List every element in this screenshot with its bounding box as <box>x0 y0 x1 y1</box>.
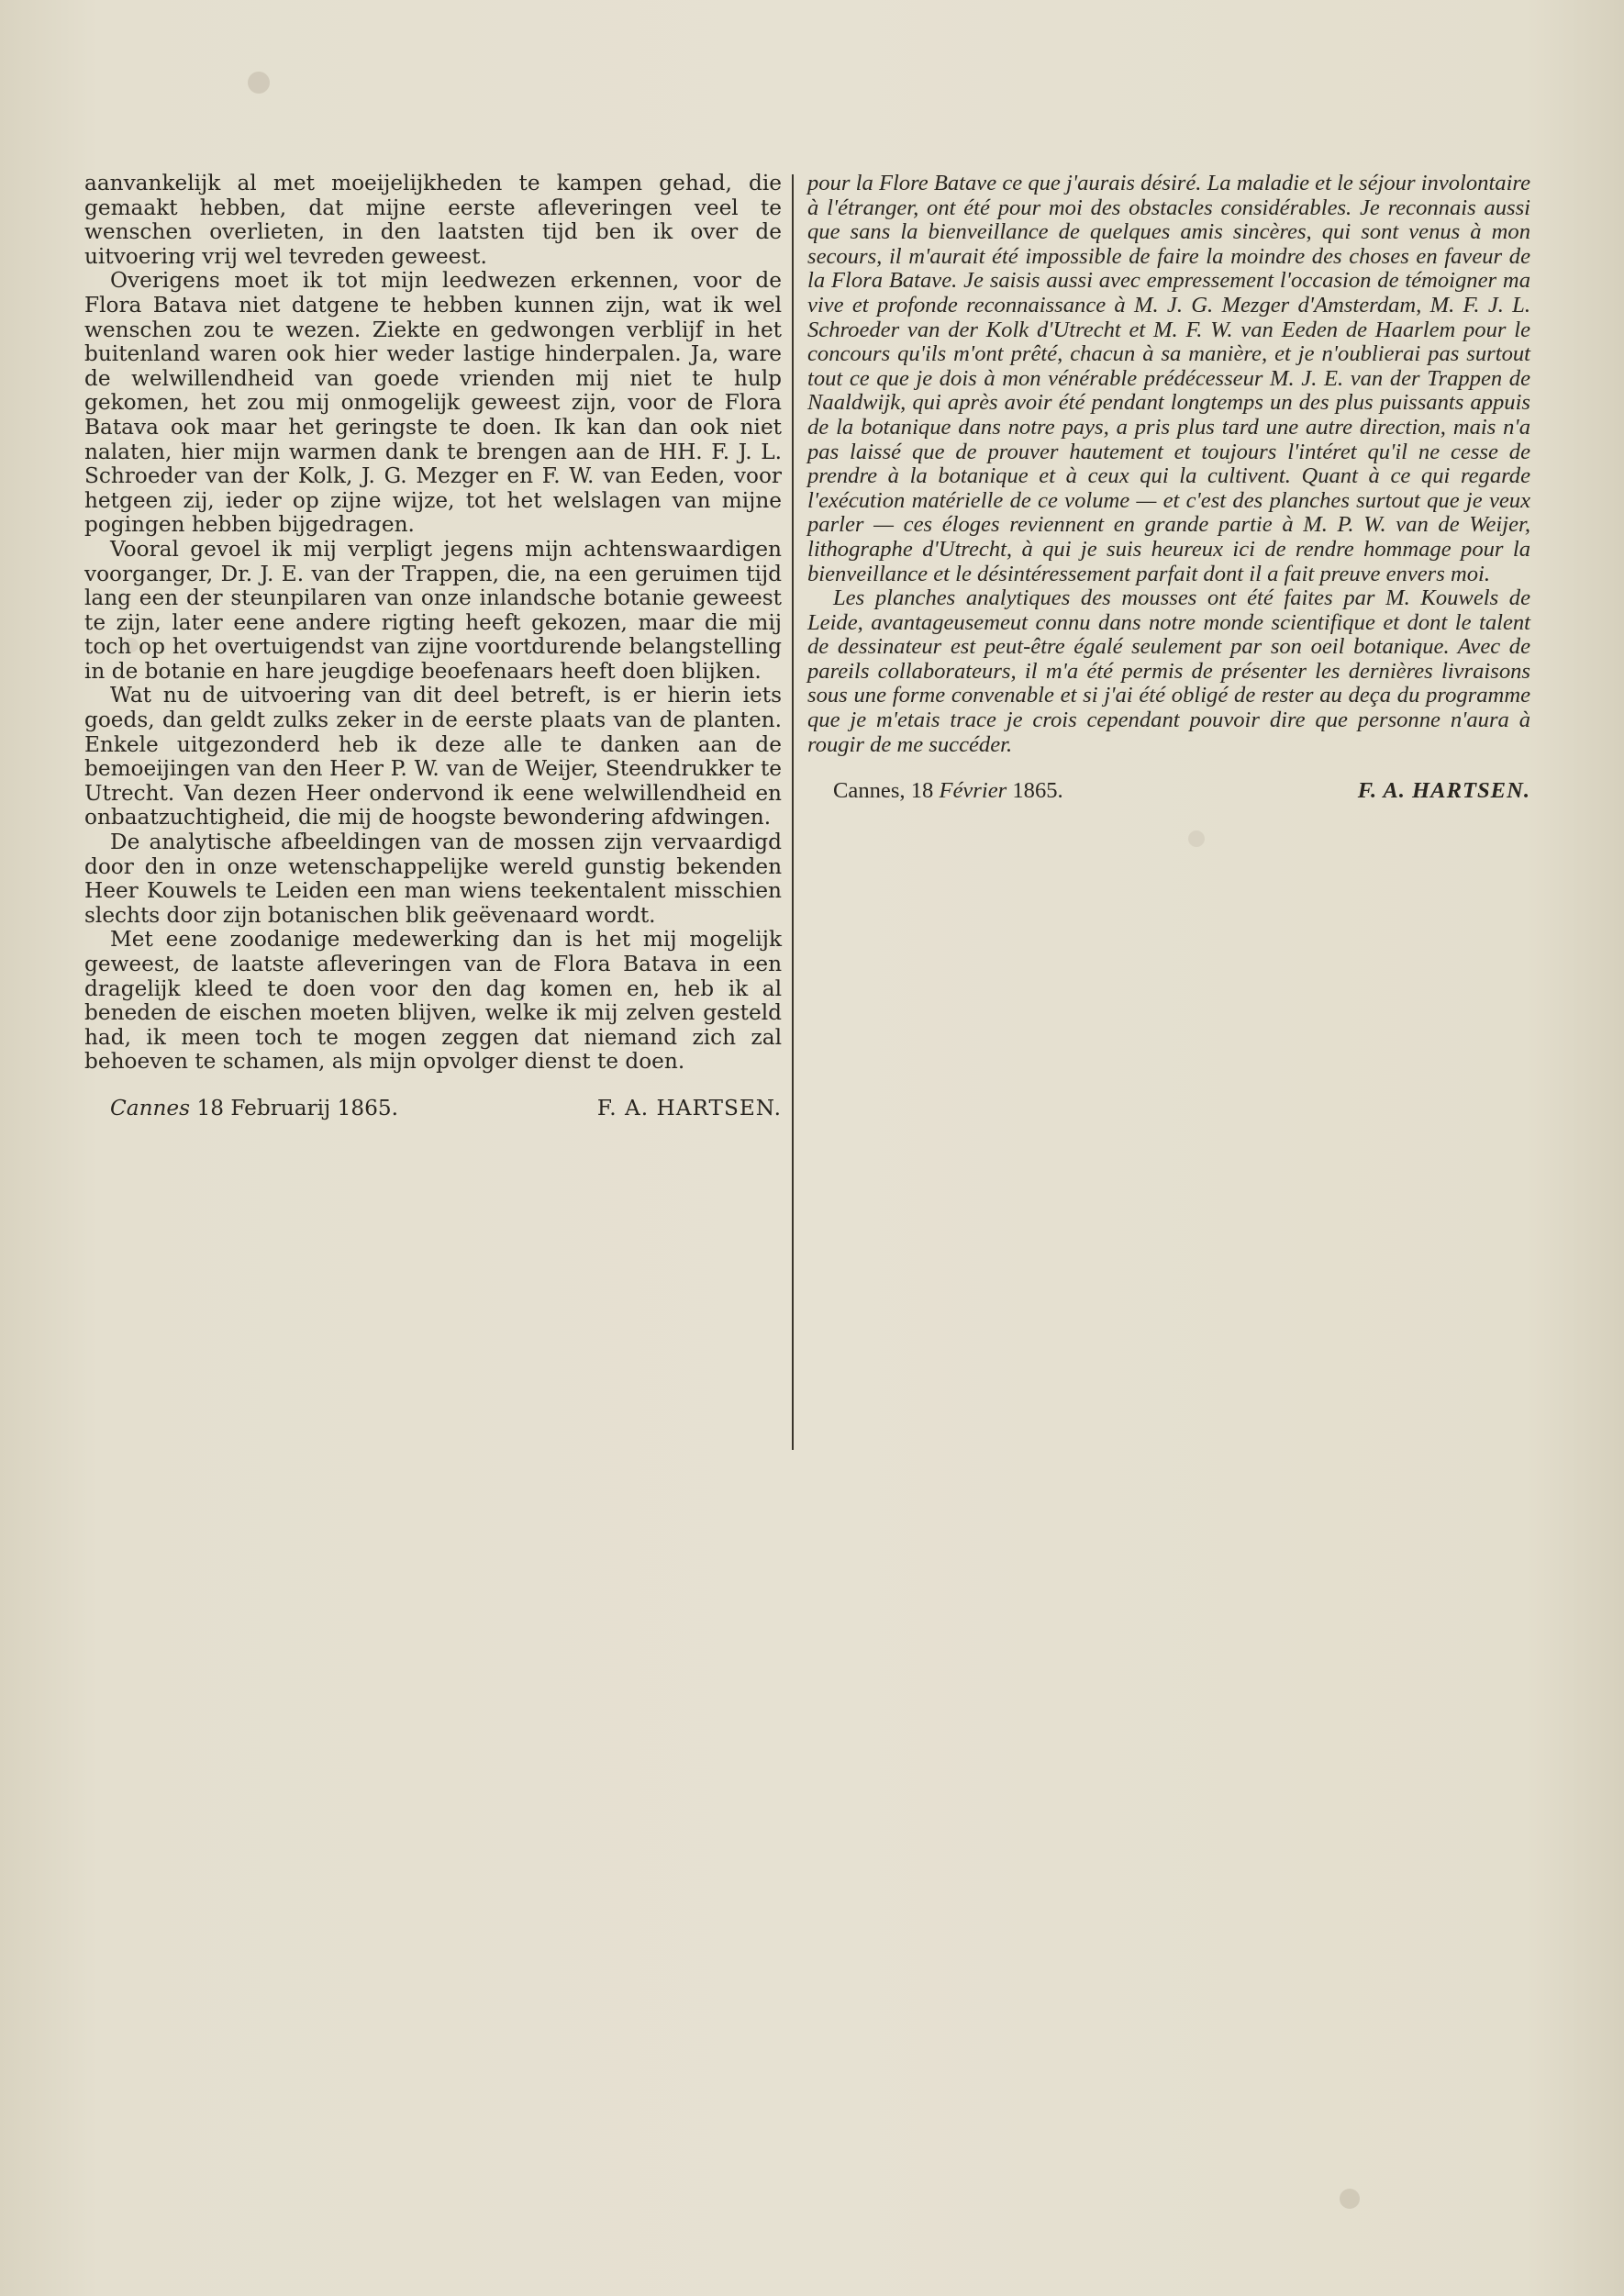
french-column <box>807 172 1530 804</box>
paragraph: Met eene zoodanige medewerking dan is het mij mogelijk geweest, de laatste afleveringen van de Flora Batava in een dragelijk kleed te doen voor den dag komen en, heb ik al beneden de eischen moeten blijven, welke ik mij zelven gesteld had, ik meen toch te mogen zeggen dat niemand zich zal behoeven te schamen, als mijn opvolger dienst te doen. <box>84 927 782 1075</box>
paragraph: Wat nu de uitvoering van dit deel betreft, is er hierin iets goeds, dan geldt zulks zeker in de eerste plaats van de planten. Enkele uitgezonderd heb ik deze alle te danken aan de bemoeijingen van den Heer P. W. van de Weijer, Steendrukker te Utrecht. Van dezen Heer ondervond ik eene welwillendheid en onbaatzuchtigheid, die mij de hoogste bewondering afdwingen. <box>84 683 782 830</box>
signature-name: F. A. HARTSEN. <box>1357 778 1530 804</box>
signature-date: 18 Februarij 1865. <box>196 1095 398 1120</box>
signature-line <box>807 779 1530 804</box>
paragraph: aanvankelijk al met moeijelijkheden te kampen gehad, die gemaakt hebben, dat mijne eerste afleveringen veel te wenschen overlieten, in den laatsten tijd ben ik over de uitvoering vrij wel tevreden geweest. <box>84 171 782 269</box>
paper-stain <box>1188 830 1205 847</box>
signature-line <box>84 1097 782 1121</box>
paper-stain <box>248 72 270 94</box>
paragraph: pour la Flore Batave ce que j'aurais désiré. La maladie et le séjour involontaire à l'étranger, ont été pour moi des obstacles considérables. Je reconnais aussi que sans la bienveillance de quelques amis sincères, qui sont venus à mon secours, il m'aurait été impossible de faire la moindre des choses en faveur de la Flora Batave. Je saisis aussi avec empressement l'occasion de témoigner ma vive et profonde reconnaissance à M. J. G. Mezger d'Amsterdam, M. F. J. L. Schroeder van der Kolk d'Utrecht et M. F. W. van Eeden de Haarlem pour le concours qu'ils m'ont prêté, chacun à sa manière, et je n'oublierai pas surtout tout ce que je dois à mon vénérable prédécesseur M. J. E. van der Trappen de Naaldwijk, qui après avoir été pendant longtemps un des plus puissants appuis de la botanique dans notre pays, a pris plus tard une autre direction, mais n'a pas laissé que de prouver hautement et toujours l'intéret qu'il ne cesse de prendre à la botanique et à ceux qui la cultivent. Quant à ce qui regarde l'exécution matérielle de ce volume — et c'est des planches surtout que je veux parler — ces éloges reviennent en grande partie à M. P. W. van de Weijer, lithographe d'Utrecht, à qui je suis heureux ici de rendre hommage pour la bienveillance et le désintéressement parfait dont il a fait preuve envers moi. <box>807 171 1530 586</box>
signature-place-date <box>807 779 1063 804</box>
dutch-column <box>84 172 782 1121</box>
paragraph: Vooral gevoel ik mij verpligt jegens mijn achtenswaardigen voorganger, Dr. J. E. van der Trappen, die, na een geruimen tijd lang een der steunpilaren van onze inlandsche botanie geweest te zijn, later eene andere rigting heeft gekozen, maar die mij toch op het overtuigendst van zijne voortdurende belangstelling in de botanie en hare jeugdige beoefenaars heeft doen blijken. <box>84 536 782 684</box>
signature-place-date <box>84 1097 398 1121</box>
signature-name: F. A. HARTSEN. <box>596 1095 782 1120</box>
signature-place: Cannes, 18 <box>833 778 934 804</box>
paper-stain <box>1340 2189 1360 2209</box>
paragraph: Les planches analytiques des mousses ont été faites par M. Kouwels de Leide, avantageusemeut connu dans notre monde scientifique et dont le talent de dessinateur est peut-être égalé seulement par son oeil botanique. Avec de pareils collaborateurs, il m'a été permis de présenter les dernières livraisons sous une forme convenable et si j'ai été obligé de rester au deça du programme que je m'etais trace je crois cependant pouvoir dire que personne n'aura à rougir de me succéder. <box>807 585 1530 757</box>
column-divider <box>792 174 794 1450</box>
signature-year: 1865. <box>1012 778 1063 804</box>
signature-place: Cannes <box>110 1095 191 1120</box>
signature-month: Février <box>939 778 1007 804</box>
paragraph: Overigens moet ik tot mijn leedwezen erkennen, voor de Flora Batava niet datgene te hebben kunnen zijn, wat ik wel wenschen zou te wezen. Ziekte en gedwongen verblijf in het buitenland waren ook hier weder lastige hinderpalen. Ja, ware de welwillendheid van goede vrienden mij niet te hulp gekomen, het zou mij onmogelijk geweest zijn, voor de Flora Batava ook maar het geringste te doen. Ik kan dan ook niet nalaten, hier mijn warmen dank te brengen aan de HH. F. J. L. Schroeder van der Kolk, J. G. Mezger en F. W. van Eeden, voor hetgeen zij, ieder op zijne wijze, tot het welslagen van mijne pogingen hebben bijgedragen. <box>84 268 782 538</box>
paragraph: De analytische afbeeldingen van de mossen zijn vervaardigd door den in onze wetenschappelijke wereld gunstig bekenden Heer Kouwels te Leiden een man wiens teekentalent misschien slechts door zijn botanischen blik geëvenaard wordt. <box>84 830 782 928</box>
